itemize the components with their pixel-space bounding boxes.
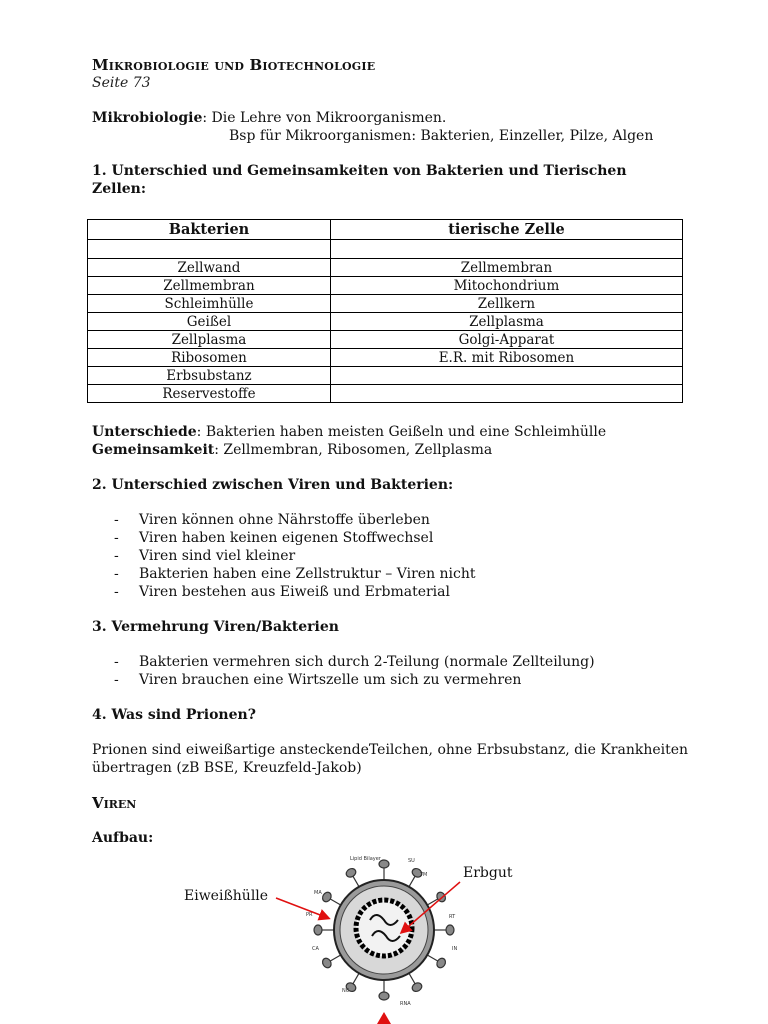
- virus-capsid: [356, 900, 412, 956]
- viren-heading: Viren: [92, 794, 137, 812]
- diagram-label-lipid: Lipid Bilayer: [350, 856, 381, 862]
- section2-heading: 2. Unterschied zwischen Viren und Bakterien:: [92, 477, 454, 493]
- table-cell: Zellmembran: [88, 277, 331, 295]
- table-cell: Erbsubstanz: [88, 367, 331, 385]
- section1-heading-line2: Zellen:: [92, 181, 147, 197]
- table-row: [88, 349, 683, 367]
- table-cell: Mitochondrium: [330, 277, 682, 295]
- diagram-label-ca: CA: [312, 946, 319, 952]
- comparison-table: [87, 219, 683, 403]
- table-row: [88, 331, 683, 349]
- table-row: [88, 240, 683, 259]
- table-cell: Zellplasma: [330, 313, 682, 331]
- diagram-label-rt: RT: [449, 914, 456, 920]
- table-row: [88, 277, 683, 295]
- list-item: - Bakterien vermehren sich durch 2-Teilung (normale Zellteilung): [114, 653, 692, 671]
- prionen-text-line2: übertragen (zB BSE, Kreuzfeld-Jakob): [92, 760, 362, 776]
- list-item: - Viren sind viel kleiner: [114, 547, 692, 565]
- arrow-eiweisshuelle: [276, 898, 328, 918]
- section1-heading: [92, 162, 692, 198]
- common-term: Gemeinsamkeit: [92, 442, 215, 458]
- aufbau-heading: Aufbau:: [92, 830, 154, 846]
- definition-text: Die Lehre von Mikroorganismen.: [207, 110, 447, 126]
- arrow-bottom: [377, 1012, 391, 1024]
- common-line: [92, 441, 692, 459]
- table-cell: E.R. mit Ribosomen: [330, 349, 682, 367]
- table-cell: Geißel: [88, 313, 331, 331]
- diagram-label-in: IN: [452, 946, 458, 952]
- table-row: [88, 367, 683, 385]
- diagram-label-su: SU: [408, 858, 415, 864]
- definition-line: [92, 109, 692, 127]
- table-cell: Ribosomen: [88, 349, 331, 367]
- table-header-tierische-zelle: tierische Zelle: [330, 220, 682, 240]
- table-cell: Schleimhülle: [88, 295, 331, 313]
- table-row: [88, 385, 683, 403]
- section3-heading: 3. Vermehrung Viren/Bakterien: [92, 619, 339, 635]
- differences-term: Unterschiede: [92, 424, 197, 440]
- label-erbgut: Erbgut: [463, 865, 513, 881]
- common-text: : Zellmembran, Ribosomen, Zellplasma: [214, 442, 493, 458]
- prionen-text-line1: Prionen sind eiweißartige ansteckendeTeilchen, ohne Erbsubstanz, die Krankheiten: [92, 742, 689, 758]
- list-item: - Viren brauchen eine Wirtszelle um sich zu vermehren: [114, 671, 692, 689]
- table-row: [88, 259, 683, 277]
- table-cell: [330, 385, 682, 403]
- section3-list: [92, 653, 692, 689]
- differences-line: [92, 423, 692, 441]
- definition-colon: :: [202, 110, 208, 126]
- table-cell: Golgi-Apparat: [330, 331, 682, 349]
- section1-heading-line1: 1. Unterschied und Gemeinsamkeiten von Bakterien und Tierischen: [92, 163, 627, 179]
- list-item: - Viren können ohne Nährstoffe überleben: [114, 511, 692, 529]
- page-number: Seite 73: [92, 75, 151, 91]
- diagram-label-ma: MA: [314, 890, 322, 896]
- list-item: - Viren haben keinen eigenen Stoffwechsel: [114, 529, 692, 547]
- table-cell: [330, 240, 682, 259]
- table-row: [88, 295, 683, 313]
- table-cell: [88, 240, 331, 259]
- diagram-label-rna: RNA: [400, 1001, 411, 1007]
- diagram-label-pr: PR: [306, 912, 313, 918]
- virus-diagram: [92, 840, 692, 1024]
- document-body-lower: [92, 423, 692, 847]
- definition-term: Mikrobiologie: [92, 110, 203, 126]
- differences-text: : Bakterien haben meisten Geißeln und eine Schleimhülle: [196, 424, 607, 440]
- table-cell: [330, 367, 682, 385]
- virus-figure: [92, 840, 692, 1024]
- document-page: [92, 56, 692, 198]
- document-title: Mikrobiologie und Biotechnologie: [92, 56, 376, 74]
- diagram-label-tm: TM: [420, 872, 428, 878]
- table-cell: Reservestoffe: [88, 385, 331, 403]
- list-item: - Bakterien haben eine Zellstruktur – Viren nicht: [114, 565, 692, 583]
- table-header-bakterien: Bakterien: [88, 220, 331, 240]
- list-item: - Viren bestehen aus Eiweiß und Erbmaterial: [114, 583, 692, 601]
- table-cell: Zellplasma: [88, 331, 331, 349]
- table-cell: Zellkern: [330, 295, 682, 313]
- label-eiweisshuelle: Eiweißhülle: [184, 888, 269, 904]
- table-row: [88, 313, 683, 331]
- table-cell: Zellmembran: [330, 259, 682, 277]
- definition-example: Bsp für Mikroorganismen: Bakterien, Einzeller, Pilze, Algen: [229, 128, 654, 144]
- section4-heading: 4. Was sind Prionen?: [92, 707, 256, 723]
- table-cell: Zellwand: [88, 259, 331, 277]
- diagram-label-nc: NC: [342, 988, 350, 994]
- section2-list: [92, 511, 692, 601]
